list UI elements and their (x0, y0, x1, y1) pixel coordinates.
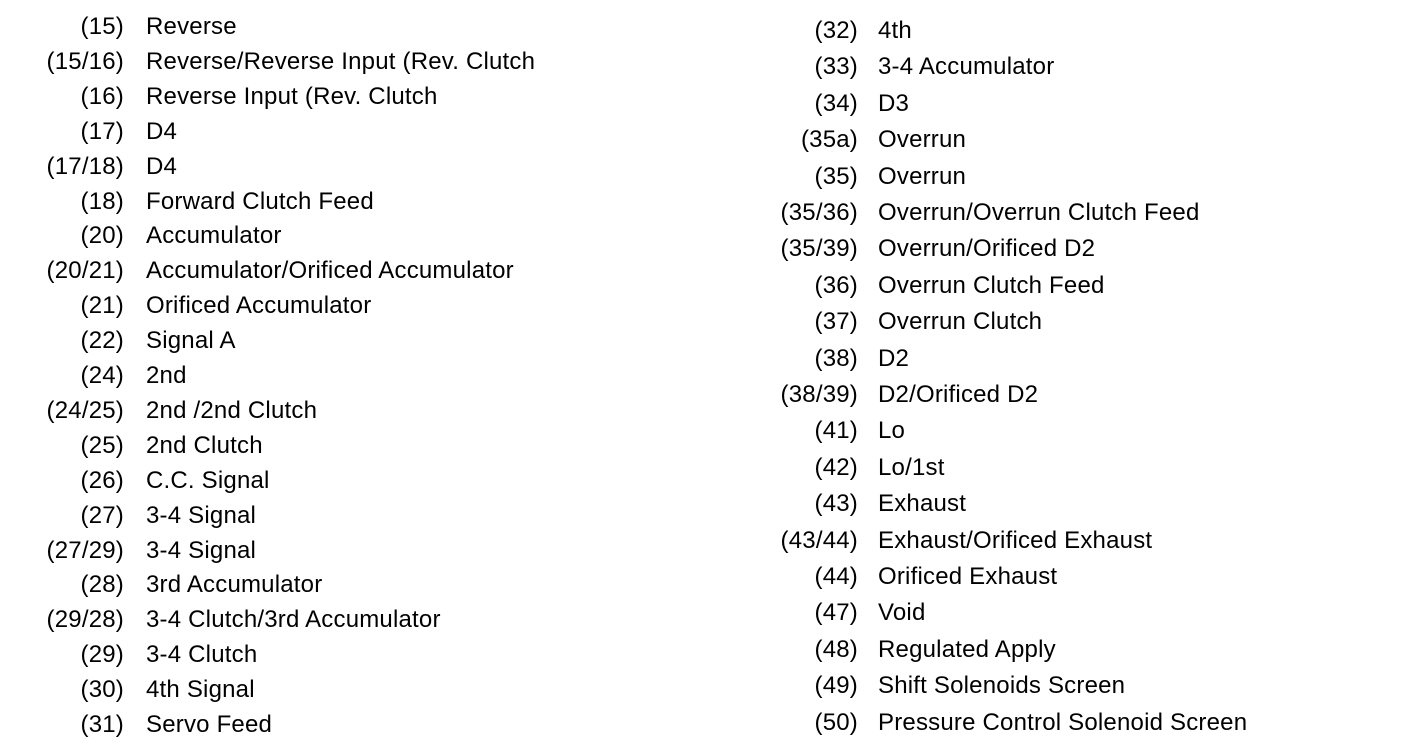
passage-code: (15/16) (46, 47, 124, 75)
passage-label: 3-4 Signal (146, 536, 257, 564)
passage-label: 2nd Clutch (146, 431, 263, 459)
passage-label: Reverse Input (Rev. Clutch (146, 82, 438, 110)
passage-code: (50) (814, 708, 858, 736)
passage-code: (29/28) (46, 606, 124, 634)
passage-code: (48) (814, 635, 858, 663)
passage-code: (17/18) (46, 152, 124, 180)
passage-code: (35a) (800, 126, 858, 154)
passage-label: Reverse (146, 13, 237, 40)
passage-code: (37) (814, 308, 858, 336)
passage-code: (15) (80, 13, 124, 40)
passage-label: 4th (878, 17, 912, 44)
passage-code: (29) (80, 641, 124, 669)
passage-label: Accumulator (146, 222, 282, 250)
passage-label: 3rd Accumulator (146, 571, 323, 599)
passage-label: 3-4 Accumulator (878, 53, 1055, 81)
passage-code: (26) (80, 466, 124, 494)
passage-code: (18) (80, 187, 124, 215)
passage-code: (38/39) (780, 381, 858, 408)
passage-code: (38) (814, 344, 858, 372)
passage-code: (35/36) (780, 199, 858, 226)
passage-code: (31) (80, 711, 124, 738)
passage-code: (20) (80, 222, 124, 250)
passage-label: 3-4 Clutch (146, 641, 258, 669)
passage-label: D4 (146, 152, 178, 180)
passage-code: (43) (814, 490, 858, 518)
passage-code: (44) (814, 563, 858, 590)
passage-code: (22) (80, 327, 124, 355)
passage-label: Pressure Control Solenoid Screen (878, 708, 1248, 736)
passage-code: (16) (80, 82, 124, 110)
passage-label: Orificed Accumulator (146, 292, 372, 320)
passage-code: (28) (80, 571, 124, 599)
passage-label: D3 (878, 89, 910, 117)
passage-label: 3-4 Clutch/3rd Accumulator (146, 606, 441, 634)
passage-label: Shift Solenoids Screen (878, 672, 1126, 700)
passage-label: C.C. Signal (146, 466, 270, 494)
passage-code: (17) (80, 117, 124, 145)
passage-code: (27/29) (46, 536, 124, 564)
passage-label: Exhaust/Orificed Exhaust (878, 526, 1153, 554)
passage-code: (25) (80, 431, 124, 459)
fluid-passage-legend (0, 8, 1408, 748)
passage-label: Overrun/Orificed D2 (878, 235, 1096, 263)
passage-code: (41) (814, 417, 858, 445)
passage-label: Overrun/Overrun Clutch Feed (878, 199, 1200, 226)
passage-code: (33) (814, 53, 858, 81)
passage-label: Accumulator/Orificed Accumulator (146, 257, 514, 285)
passage-code: (43/44) (780, 526, 858, 554)
passage-label: Lo/1st (878, 453, 945, 481)
passage-code: (34) (814, 89, 858, 117)
passage-label: Void (878, 599, 926, 627)
passage-label: 4th Signal (146, 676, 255, 704)
passage-label: Regulated Apply (878, 635, 1056, 663)
passage-code: (21) (80, 292, 124, 320)
passage-label: Exhaust (878, 490, 967, 518)
passage-label: Reverse/Reverse Input (Rev. Clutch (146, 47, 536, 75)
passage-code: (36) (814, 271, 858, 299)
passage-code: (47) (814, 599, 858, 627)
passage-code: (35/39) (780, 235, 858, 263)
passage-label: Overrun Clutch (878, 308, 1043, 336)
passage-label: D4 (146, 117, 178, 145)
passage-code: (30) (80, 676, 124, 704)
passage-code: (35) (814, 162, 858, 190)
passage-label: Overrun Clutch Feed (878, 271, 1105, 299)
passage-label: Signal A (146, 327, 236, 355)
passage-code: (27) (80, 501, 124, 529)
passage-label: 2nd /2nd Clutch (146, 396, 318, 424)
passage-label: Forward Clutch Feed (146, 187, 374, 215)
passage-label: Lo (878, 417, 906, 445)
passage-code: (20/21) (46, 257, 124, 285)
passage-label: Servo Feed (146, 711, 273, 738)
passage-label: Overrun (878, 126, 967, 154)
passage-code: (42) (814, 453, 858, 481)
passage-label: 3-4 Signal (146, 501, 257, 529)
passage-label: Overrun (878, 162, 967, 190)
passage-label: D2/Orificed D2 (878, 381, 1039, 408)
passage-code: (24) (80, 362, 124, 389)
passage-code: (49) (814, 672, 858, 700)
passage-label: D2 (878, 344, 910, 372)
passage-label: 2nd (146, 362, 187, 389)
passage-code: (24/25) (46, 396, 124, 424)
passage-code: (32) (814, 17, 858, 44)
passage-label: Orificed Exhaust (878, 563, 1058, 590)
